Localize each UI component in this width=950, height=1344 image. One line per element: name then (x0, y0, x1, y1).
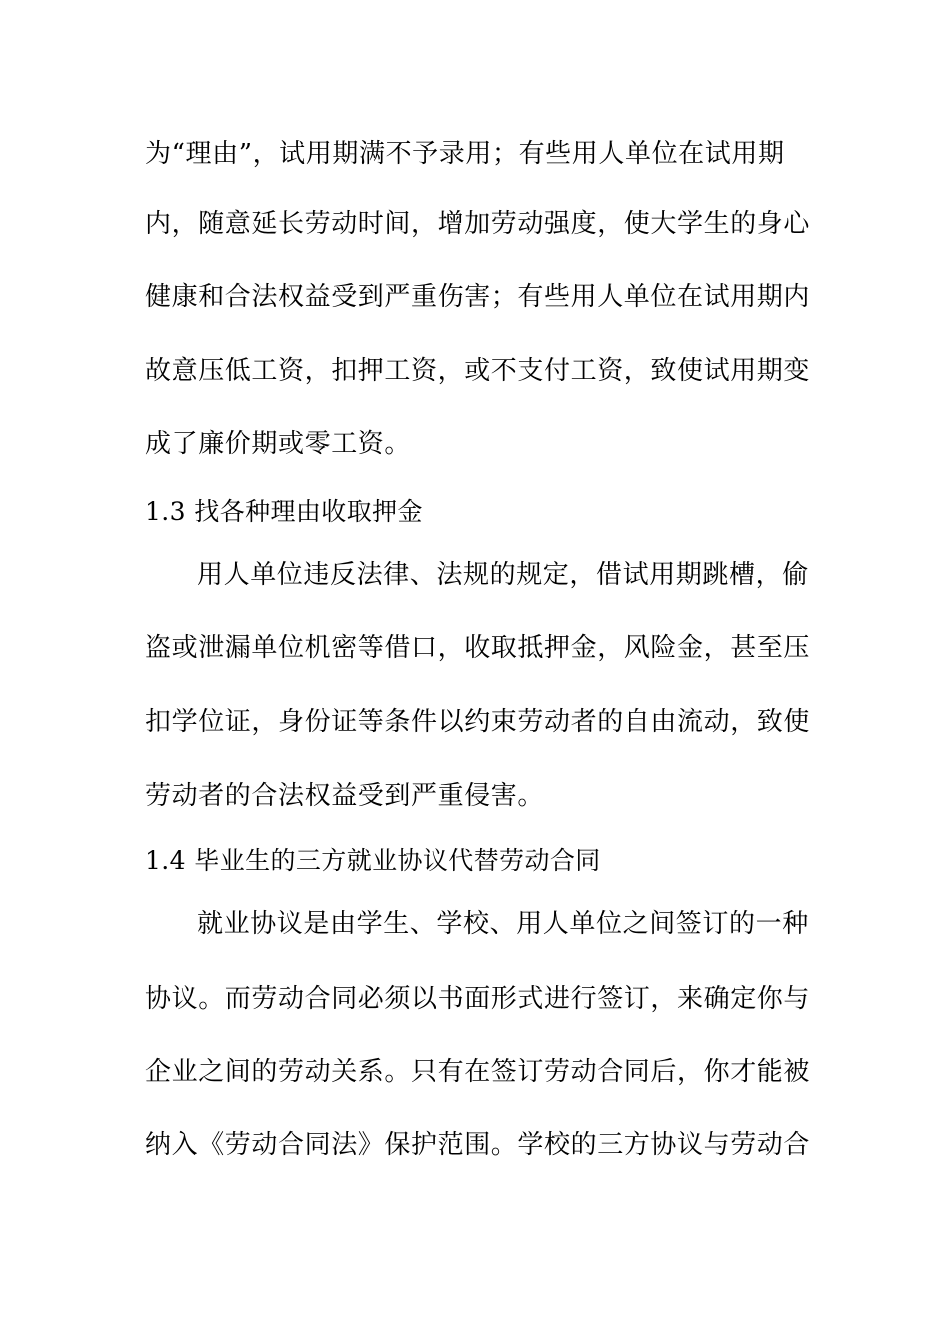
paragraph-line: 就业协议是由学生、学校、用人单位之间签订的一种 (197, 909, 809, 939)
section-heading-1-3: 1.3 找各种理由收取押金 (145, 497, 423, 526)
paragraph-line: 企业之间的劳动关系。只有在签订劳动合同后，你才能被 (145, 1057, 811, 1087)
paragraph-line: 盗或泄漏单位机密等借口，收取抵押金，风险金，甚至压 (145, 633, 811, 663)
paragraph-line: 扣学位证，身份证等条件以约束劳动者的自由流动，致使 (145, 707, 811, 737)
paragraph-line: 协议。而劳动合同必须以书面形式进行签订，来确定你与 (145, 984, 811, 1014)
section-heading-1-4: 1.4 毕业生的三方就业协议代替劳动合同 (145, 846, 601, 875)
paragraph-line: 健康和合法权益受到严重伤害；有些用人单位在试用期内 (145, 282, 811, 312)
paragraph-line: 纳入《劳动合同法》保护范围。学校的三方协议与劳动合 (145, 1130, 811, 1160)
paragraph-line: 故意压低工资，扣押工资，或不支付工资，致使试用期变 (145, 356, 811, 386)
paragraph-line: 劳动者的合法权益受到严重侵害。 (145, 781, 545, 811)
paragraph-line: 成了廉价期或零工资。 (145, 429, 412, 459)
paragraph-line: 为“理由”，试用期满不予录用；有些用人单位在试用期 (145, 139, 785, 169)
paragraph-line: 用人单位违反法律、法规的规定，借试用期跳槽，偷 (197, 560, 809, 590)
paragraph-line: 内，随意延长劳动时间，增加劳动强度，使大学生的身心 (145, 209, 811, 239)
